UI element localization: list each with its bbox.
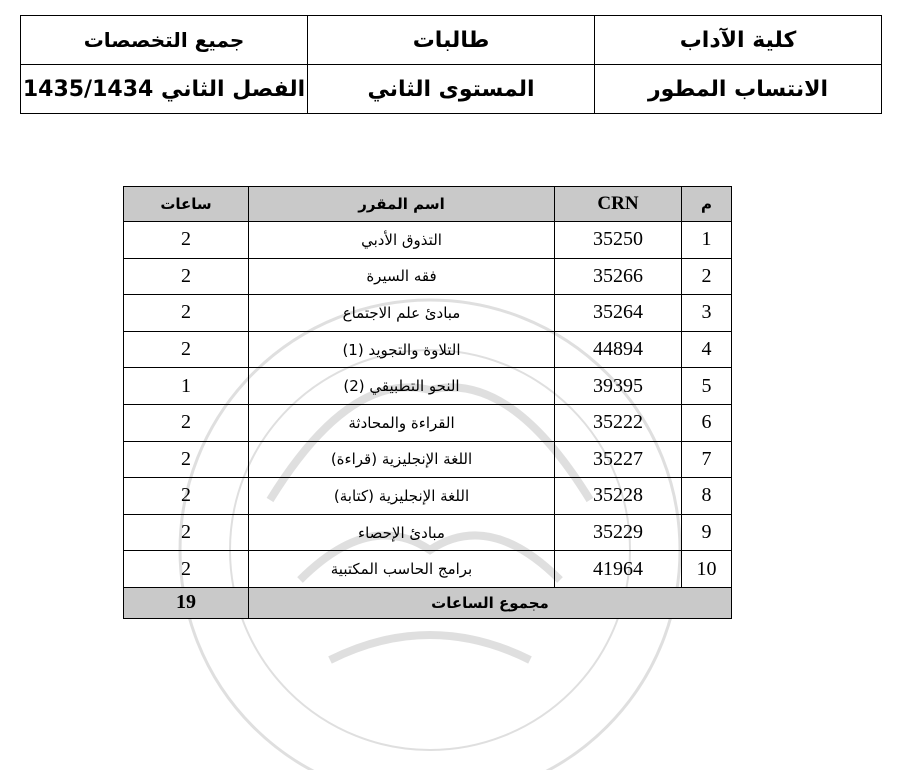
table-row (124, 222, 732, 259)
row-index: 1 (682, 222, 732, 259)
table-row (124, 368, 732, 405)
row-course-name: القراءة والمحادثة (249, 404, 555, 441)
column-header-index: م (682, 187, 732, 222)
semester-cell: الفصل الثاني 1435/1434 (21, 65, 308, 114)
row-crn: 35227 (555, 441, 682, 478)
row-hours: 2 (124, 404, 249, 441)
table-row (124, 295, 732, 332)
row-course-name: التذوق الأدبي (249, 222, 555, 259)
total-hours: 19 (124, 587, 249, 618)
row-hours: 2 (124, 478, 249, 515)
header-table (20, 15, 882, 114)
column-header-hours: ساعات (124, 187, 249, 222)
row-index: 2 (682, 258, 732, 295)
row-hours: 2 (124, 258, 249, 295)
row-crn: 35250 (555, 222, 682, 259)
row-crn: 44894 (555, 331, 682, 368)
program-cell: الانتساب المطور (595, 65, 882, 114)
courses-table (123, 186, 732, 619)
row-index: 7 (682, 441, 732, 478)
row-crn: 35229 (555, 514, 682, 551)
row-index: 3 (682, 295, 732, 332)
table-row (124, 331, 732, 368)
table-row (124, 441, 732, 478)
course-rows (124, 222, 732, 588)
column-header-course-name: اسم المقرر (249, 187, 555, 222)
row-index: 10 (682, 551, 732, 588)
row-index: 4 (682, 331, 732, 368)
table-row (124, 514, 732, 551)
row-hours: 2 (124, 441, 249, 478)
table-row (124, 258, 732, 295)
row-course-name: اللغة الإنجليزية (قراءة) (249, 441, 555, 478)
row-course-name: مبادئ الإحصاء (249, 514, 555, 551)
row-hours: 2 (124, 514, 249, 551)
row-hours: 2 (124, 331, 249, 368)
row-crn: 35266 (555, 258, 682, 295)
row-course-name: التلاوة والتجويد (1) (249, 331, 555, 368)
total-label: مجموع الساعات (249, 587, 732, 618)
row-index: 8 (682, 478, 732, 515)
row-course-name: مبادئ علم الاجتماع (249, 295, 555, 332)
row-hours: 1 (124, 368, 249, 405)
table-row (124, 478, 732, 515)
row-hours: 2 (124, 551, 249, 588)
table-header-row (124, 187, 732, 222)
row-crn: 41964 (555, 551, 682, 588)
row-crn: 35264 (555, 295, 682, 332)
row-index: 6 (682, 404, 732, 441)
row-crn: 35222 (555, 404, 682, 441)
level-cell: المستوى الثاني (308, 65, 595, 114)
college-cell: كلية الآداب (595, 16, 882, 65)
column-header-crn: CRN (555, 187, 682, 222)
row-course-name: برامج الحاسب المكتبية (249, 551, 555, 588)
row-hours: 2 (124, 295, 249, 332)
specialties-cell: جميع التخصصات (21, 16, 308, 65)
row-crn: 39395 (555, 368, 682, 405)
row-index: 9 (682, 514, 732, 551)
students-cell: طالبات (308, 16, 595, 65)
total-row (124, 587, 732, 618)
row-index: 5 (682, 368, 732, 405)
row-crn: 35228 (555, 478, 682, 515)
table-row (124, 551, 732, 588)
row-course-name: فقه السيرة (249, 258, 555, 295)
row-hours: 2 (124, 222, 249, 259)
row-course-name: اللغة الإنجليزية (كتابة) (249, 478, 555, 515)
row-course-name: النحو التطبيقي (2) (249, 368, 555, 405)
table-row (124, 404, 732, 441)
